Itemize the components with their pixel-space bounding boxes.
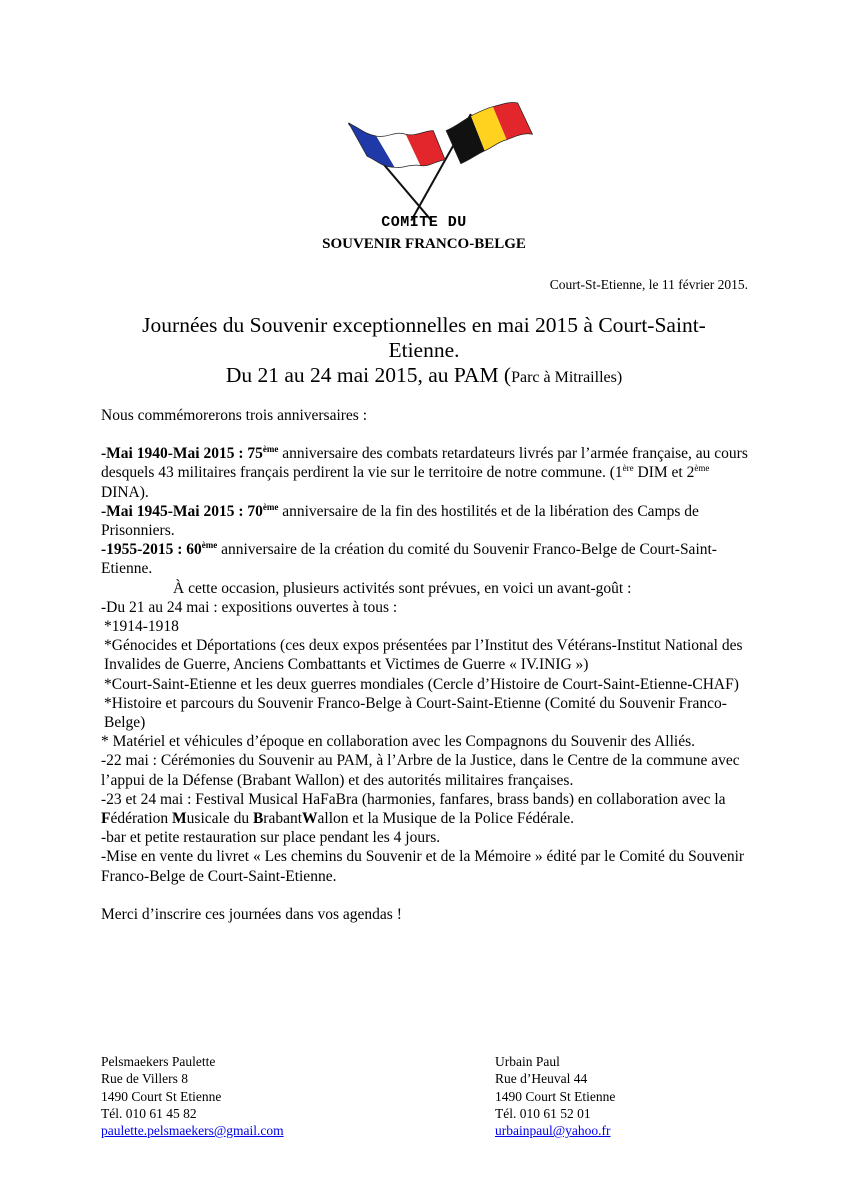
- bar-paragraph: -bar et petite restauration sur place pendant les 4 jours.: [101, 829, 441, 847]
- title-line-1: Journées du Souvenir exceptionnelles en mai 2015 à Court-Saint-: [142, 313, 706, 337]
- committee-name-line2: SOUVENIR FRANCO-BELGE: [322, 236, 526, 252]
- festival-paragraph: -23 et 24 mai : Festival Musical HaFaBra (harmonies, fanfares, brass bands) en collaboration avec la Fédération Musicale du BrabantWallon et la Musique de la Police Fédérale.: [101, 790, 726, 828]
- contact-city: 1490 Court St Etienne: [101, 1088, 222, 1104]
- sup-eme: ème: [262, 501, 279, 512]
- contact-right: [495, 1053, 615, 1139]
- anniversary-1955-heading: -1955-2015 : 60: [101, 541, 202, 559]
- anniversary-1940-text3: DINA).: [101, 483, 149, 501]
- anniversary-1945-text: anniversaire de la fin des hostilités et de la libération des Camps de Prisonniers.: [101, 502, 699, 540]
- exhibition-item: *Génocides et Déportations (ces deux expos présentées par l’Institut des Vétérans-Institut National des Invalides de Guerre, Anciens Combattants et Victimes de Guerre « IV.INIG »): [104, 637, 743, 674]
- contact-phone: Tél. 010 61 52 01: [495, 1105, 591, 1121]
- intro-paragraph: Nous commémorerons trois anniversaires :: [101, 407, 368, 424]
- contact-street: Rue de Villers 8: [101, 1071, 189, 1087]
- anniversary-1940-text: anniversaire des combats retardateurs livrés par l’armée française, au cours desquels 43 militaires français perdirent la vie sur le territoire de notre commune. (1: [101, 445, 748, 482]
- exhibitions-title: -Du 21 au 24 mai : expositions ouvertes à tous :: [101, 598, 398, 616]
- ceremony-paragraph: -22 mai : Cérémonies du Souvenir au PAM, à l’Arbre de la Justice, dans le Centre de la commune avec l’appui de la Défense (Brabant Wallon) et des autorités militaires françaises.: [101, 752, 740, 789]
- contact-phone: Tél. 010 61 45 82: [101, 1105, 197, 1121]
- title-dates: Du 21 au 24 mai 2015, au PAM (: [225, 363, 512, 387]
- contact-city: 1490 Court St Etienne: [495, 1088, 616, 1104]
- contact-email-link[interactable]: urbainpaul@yahoo.fr: [495, 1123, 611, 1139]
- letter-body: [101, 406, 751, 924]
- title-line-3: [110, 363, 738, 390]
- sup-ere: ère: [622, 463, 634, 474]
- exhibition-item: *Court-Saint-Etienne et les deux guerres mondiales (Cercle d’Histoire de Court-Saint-Etienne-CHAF): [104, 675, 739, 693]
- title-park-name: Parc à Mitrailles): [511, 369, 623, 386]
- anniversary-1940-heading: -Mai 1940-Mai 2015 : 75: [101, 445, 263, 463]
- sup-eme: ème: [694, 463, 710, 474]
- contact-email-link[interactable]: paulette.pelsmaekers@gmail.com: [101, 1123, 284, 1139]
- exhibition-item: *1914-1918: [104, 618, 179, 636]
- book-paragraph: -Mise en vente du livret « Les chemins du Souvenir et de la Mémoire » édité par le Comité du Souvenir Franco-Belge de Court-Saint-Etienne.: [101, 848, 745, 885]
- anniversary-1945-heading: -Mai 1945-Mai 2015 : 70: [101, 502, 263, 520]
- title-line-2: Etienne.: [388, 338, 460, 362]
- anniversary-1945: [101, 502, 751, 540]
- anniversary-1955: [101, 540, 751, 578]
- france-flag: [349, 123, 445, 167]
- contact-street: Rue d’Heuval 44: [495, 1071, 588, 1087]
- letter-date: Court-St-Etienne, le 11 février 2015.: [549, 277, 748, 292]
- exhibition-item: * Matériel et véhicules d’époque en collaboration avec les Compagnons du Souvenir des Alliés.: [101, 733, 696, 751]
- anniversary-1940: [101, 444, 751, 502]
- exhibition-item: *Histoire et parcours du Souvenir Franco-Belge à Court-Saint-Etienne (Comité du Souvenir Franco-Belge): [104, 694, 727, 732]
- activities-intro: À cette occasion, plusieurs activités sont prévues, en voici un avant-goût :: [173, 579, 632, 597]
- closing-paragraph: Merci d’inscrire ces journées dans vos agendas !: [101, 905, 402, 923]
- committee-name-line1: COMITE DU: [381, 214, 467, 231]
- letter-title: [110, 313, 738, 390]
- crossed-flags-logo: [300, 92, 550, 227]
- sup-eme: ème: [262, 444, 279, 455]
- contact-name: Urbain Paul: [495, 1054, 560, 1069]
- contact-left: [101, 1053, 284, 1139]
- anniversary-1940-text2: DIM et 2: [633, 464, 695, 482]
- belgium-flag: [446, 103, 532, 164]
- anniversary-1955-text: anniversaire de la création du comité du Souvenir Franco-Belge de Court-Saint-Etienne.: [101, 541, 717, 578]
- contact-name: Pelsmaekers Paulette: [101, 1054, 216, 1069]
- sup-eme: ème: [201, 540, 218, 551]
